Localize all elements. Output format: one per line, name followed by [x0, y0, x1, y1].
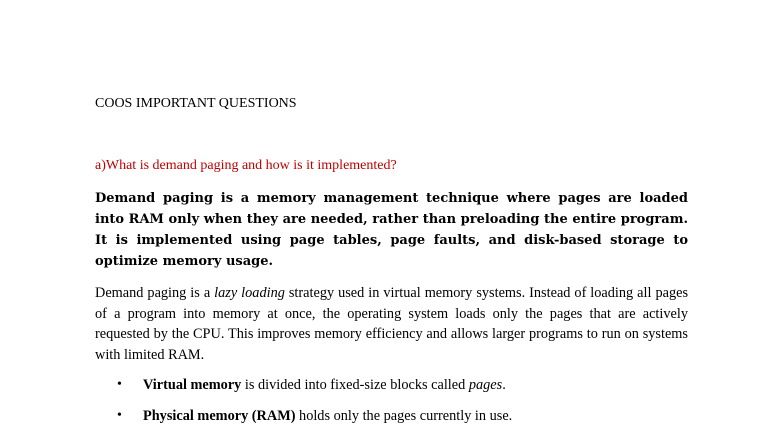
- bullet-tail: .: [502, 377, 506, 393]
- bullet-italic: pages: [468, 377, 503, 393]
- bullet-list: [95, 375, 688, 437]
- bullet-icon: •: [117, 408, 122, 423]
- paragraph-text-end: strategy used in virtual memory systems. Instead of loading all pages of a program into memory at once, the operating system loads only the pages that are actively requested by the CPU. This improves memory efficiency and allows larger programs to run on systems with limited RAM.: [95, 285, 689, 363]
- bullet-term: Virtual memory: [143, 377, 242, 393]
- list-item: [95, 406, 688, 426]
- answer-summary: Demand paging is a memory management technique where pages are loaded into RAM only when they are needed, rather than preloading the entire program. It is implemented using page tables, page faults, and disk-based storage to optimize memory usage.: [95, 191, 688, 269]
- paragraph-italic-term: lazy loading: [214, 285, 285, 301]
- list-item: [95, 375, 688, 395]
- bullet-text: holds only the pages currently in use.: [295, 408, 513, 424]
- document-title: COOS IMPORTANT QUESTIONS: [95, 96, 297, 111]
- bullet-term: Physical memory (RAM): [143, 408, 296, 424]
- paragraph-text-start: Demand paging is a: [95, 285, 215, 301]
- bullet-text: is divided into fixed-size blocks called: [241, 377, 469, 393]
- bullet-icon: •: [117, 377, 122, 392]
- question-heading: a)What is demand paging and how is it implemented?: [95, 158, 397, 173]
- body-paragraph: [95, 283, 688, 365]
